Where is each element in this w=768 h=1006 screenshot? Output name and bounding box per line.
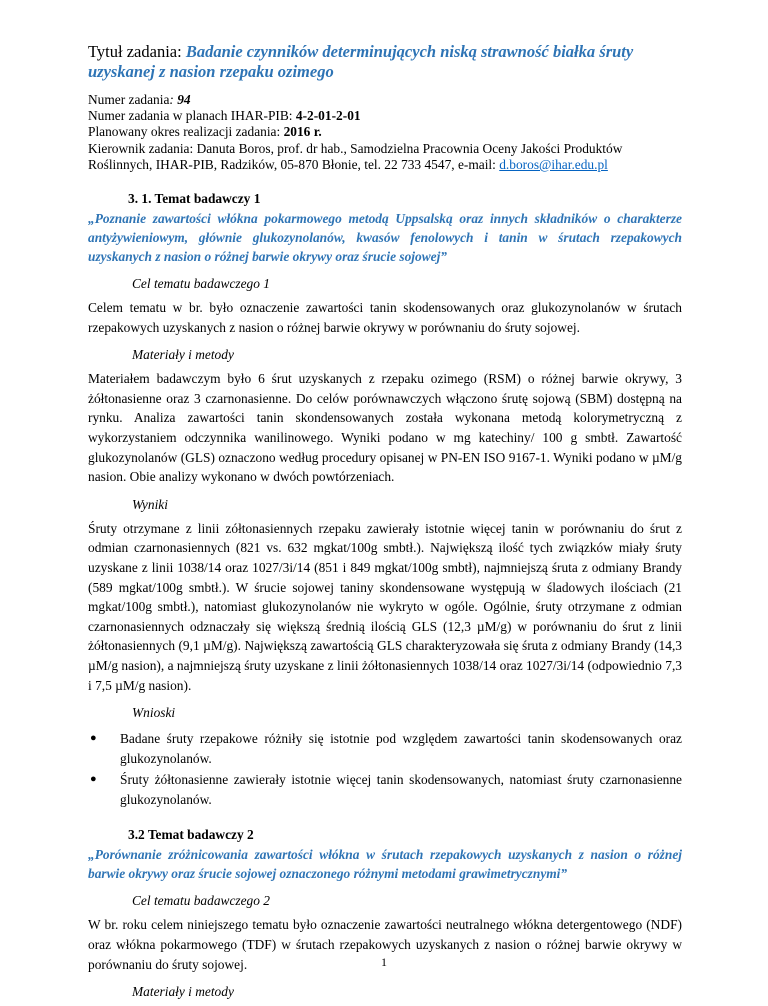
topic1-heading: 3. 1. Temat badawczy 1 (128, 191, 261, 207)
topic1-goal-text: Celem tematu w br. było oznaczenie zawartości tanin skodensowanych oraz glukozynolanów w śrutach rzepakowych uzyskanych z nasion o różnej barwie okrywy w porównaniu do śruty sojowej. (88, 300, 682, 335)
topic1-results-heading: Wyniki (132, 496, 168, 512)
topic2-methods-heading: Materiały i metody (132, 984, 234, 1000)
page-number: 1 (381, 955, 387, 969)
planned-period-value: 2016 r. (283, 124, 322, 140)
task-manager: Kierownik zadania: Danuta Boros, prof. dr hab., Samodzielna Pracownia Oceny Jakości Produktów Roślinnych, IHAR-PIB, Radzików, 05-870 Błonie, tel. 22 733 4547, e-mail: d.boros@ihar.edu.pl (88, 140, 623, 172)
topic2-heading: 3.2 Temat badawczy 2 (128, 827, 254, 843)
topic1-conclusions-heading: Wnioski (132, 705, 176, 721)
topic2-goal-heading: Cel tematu badawczego 2 (132, 893, 270, 909)
topic1-methods-text: Materiałem badawczym było 6 śrut uzyskanych z rzepaku ozimego (RSM) o różnej barwie okrywy, 3 żółtonasienne oraz 3 czarnonasienne. Do celów porównawczych włączono śrutę sojową (SBM) dostępną na rynku. Analiza zawartości tanin skondensowanych została wykonana metodą kolorymetryczną z wykorzystaniem odczynnika wanilinowego. Wyniki podano w mg katechiny/ 100 g smbtł. Zawartość glukozynolanów (GLS) oznaczono według procedury opisanej w PN-EN ISO 9167-1. Wyniki podano w µM/g nasion. Obie analizy wykonano w dwóch powtórzeniach. (88, 371, 682, 485)
list-item: ● Śruty żółtonasienne zawierały istotnie więcej tanin skodensowanych, natomiast śruty czarnonasienne glukozynolanów. (90, 772, 682, 807)
bullet-icon: ● (90, 773, 97, 786)
task-title-text: Badanie czynników determinujących niską strawność białka śruty uzyskanej z nasion rzepaku ozimego (88, 42, 634, 81)
topic2-goal-text: W br. roku celem niniejszego tematu było oznaczenie zawartości neutralnego włókna detergentowego (NDF) oraz włókna pokarmowego (TDF) w śrutach rzepakowych uzyskanych z nasion o różnej barwie okrywy w porównaniu do śruty sojowej. (88, 917, 682, 972)
document-page (88, 42, 682, 1006)
topic1-methods-heading: Materiały i metody (132, 347, 234, 363)
bullet-icon: ● (90, 732, 97, 745)
topic1-results-text: Śruty otrzymane z linii zółtonasiennych rzepaku zawierały istotnie więcej tanin w porównaniu do śrut z odmian czarnonasiennych (821 vs. 632 mgkat/100g smbtł.). Największą ilość tych związków miały śruty uzyskane z linii 1038/14 oraz 1027/3i/14 (851 i 849 mgkat/100g smbtł), najmniejszą śruta z odmiany Brandy (589 mgkat/100g smbtł.). W śrucie sojowej taniny skondensowane występują w śladowych ilościach (21 mgkat/100g smbtł.), natomiast glukozynolanów nie wykryto w ogóle. Ogólnie, śruty otrzymane z odmian czarnonasiennych odznaczały się większą średnią ilością GLS (12,3 µM/g) w porównaniu do śrut z linii żółtonasiennych (9,1 µM/g). Największą zawartością GLS charakteryzowała się śruta z odmiany Brandy (14,3 µM/g nasion), a najmniejszą śruty uzyskane z linii żółtonasiennych 1038/14 oraz 1027/3i/14 (odpowiednio 7,3 i 7,5 µM/g nasion). (88, 520, 682, 693)
task-number-value: 94 (177, 92, 191, 107)
topic1-conclusions-list (88, 729, 682, 809)
topic1-goal-heading: Cel tematu badawczego 1 (132, 276, 270, 292)
manager-email-link[interactable]: d.boros@ihar.edu.pl (499, 156, 608, 172)
planned-period: Planowany okres realizacji zadania: 2016 r. (88, 124, 322, 140)
ihar-plan-number-value: 4-2-01-2-01 (295, 108, 361, 124)
task-title-label: Tytuł zadania: (88, 42, 186, 61)
list-item: ● Badane śruty rzepakowe różniły się istotnie pod względem zawartości tanin skodensowanych oraz glukozynolanów. (90, 731, 682, 766)
task-title (88, 42, 682, 82)
ihar-plan-number: Numer zadania w planach IHAR-PIB: 4-2-01-2-01 (88, 108, 361, 124)
task-number: Numer zadania: 94 (88, 92, 191, 107)
topic2-title: „Porównanie zróżnicowania zawartości włókna w śrutach rzepakowych uzyskanych z nasion o różnej barwie okrywy oraz śrucie sojowej oznaczonego różnymi metodami grawimetrycznymi” (88, 847, 682, 882)
topic1-title: „Poznanie zawartości włókna pokarmowego metodą Uppsalską oraz innych składników o charakterze antyżywieniowym, głównie glukozynolanów, kwasów fenolowych i tanin w śrutach rzepakowych uzyskanych z nasion o różnej barwie okrywy oraz śrucie sojowej” (88, 211, 682, 265)
